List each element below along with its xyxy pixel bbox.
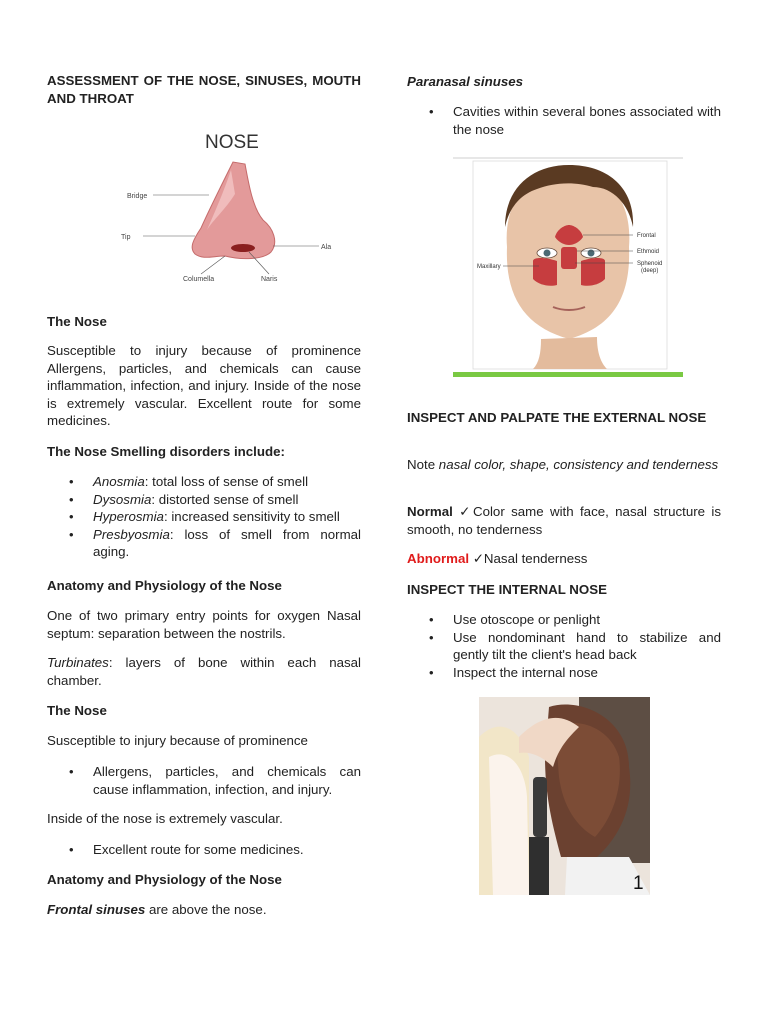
list-item: • Anosmia: total loss of sense of smell <box>47 473 361 491</box>
paragraph-frontal-sinuses: Frontal sinuses are above the nose. <box>47 902 267 917</box>
label-sphenoid: Sphenoid <box>637 261 663 267</box>
paragraph-vascular: Inside of the nose is extremely vascular. <box>47 811 283 826</box>
paragraph-susceptible: Susceptible to injury because of prominence <box>47 733 308 748</box>
label-ethmoid: Ethmoid <box>637 249 660 255</box>
list-item: • Presbyosmia: loss of smell from normal aging. <box>47 526 361 561</box>
list-item: • Cavities within several bones associated with the nose <box>407 103 721 138</box>
check-icon: ✓ <box>472 551 484 566</box>
heading-the-nose-2: The Nose <box>47 703 107 718</box>
heading-anatomy-1: Anatomy and Physiology of the Nose <box>47 578 282 593</box>
list-item: • Allergens, particles, and chemicals can cause inflammation, infection, and injury. <box>47 763 361 798</box>
list-item: • Use nondominant hand to stabilize and gently tilt the client's head back <box>407 629 721 664</box>
heading-smelling-disorders: The Nose Smelling disorders include: <box>47 444 285 459</box>
label-frontal: Frontal <box>637 233 656 239</box>
label-naris: Naris <box>261 276 278 283</box>
heading-paranasal-sinuses: Paranasal sinuses <box>407 74 524 89</box>
allergens-list <box>47 763 361 798</box>
list-item: • Inspect the internal nose <box>407 664 721 682</box>
heading-the-nose-1: The Nose <box>47 314 107 329</box>
paragraph-abnormal: Abnormal ✓Nasal tenderness <box>407 551 588 566</box>
nose-anatomy-figure <box>113 124 333 290</box>
internal-steps-list <box>407 611 721 681</box>
paragraph-turbinates: Turbinates: layers of bone within each nasal chamber. <box>47 655 361 688</box>
paranasal-list <box>407 103 721 138</box>
check-icon: ✓ <box>459 504 473 519</box>
label-deep: (deep) <box>641 268 659 274</box>
paragraph-nose-intro: Susceptible to injury because of prominence Allergens, particles, and chemicals can cause inflammation, infection, and injury. Inside of the nose is extremely vascular. Excellent route for some medicines. <box>47 343 361 428</box>
label-ala: Ala <box>321 244 332 251</box>
list-item: • Excellent route for some medicines. <box>47 841 361 859</box>
heading-anatomy-2: Anatomy and Physiology of the Nose <box>47 872 282 887</box>
label-columella: Columella <box>183 276 215 283</box>
disorders-list <box>47 473 361 561</box>
paragraph-entry-points: One of two primary entry points for oxygen Nasal septum: separation between the nostrils. <box>47 608 361 641</box>
route-list <box>47 841 361 859</box>
heading-inspect-external: INSPECT AND PALPATE THE EXTERNAL NOSE <box>407 410 707 425</box>
document-title: ASSESSMENT OF THE NOSE, SINUSES, MOUTH AND THROAT <box>47 73 361 106</box>
heading-inspect-internal: INSPECT THE INTERNAL NOSE <box>407 582 607 597</box>
paragraph-normal: Normal ✓Color same with face, nasal structure is smooth, no tenderness <box>407 504 721 537</box>
paragraph-note: Note nasal color, shape, consistency and tenderness <box>407 457 719 472</box>
list-item: • Dysosmia: distorted sense of smell <box>47 491 361 509</box>
list-item: • Hyperosmia: increased sensitivity to smell <box>47 508 361 526</box>
label-tip: Tip <box>121 234 131 241</box>
sinus-face-figure <box>453 157 683 379</box>
list-item: • Use otoscope or penlight <box>407 611 721 629</box>
page-number: 1 <box>633 873 644 894</box>
label-bridge: Bridge <box>127 193 148 200</box>
label-maxillary: Maxillary <box>477 264 501 270</box>
nose-figure-title: NOSE <box>205 132 259 153</box>
otoscope-exam-photo <box>479 697 650 895</box>
